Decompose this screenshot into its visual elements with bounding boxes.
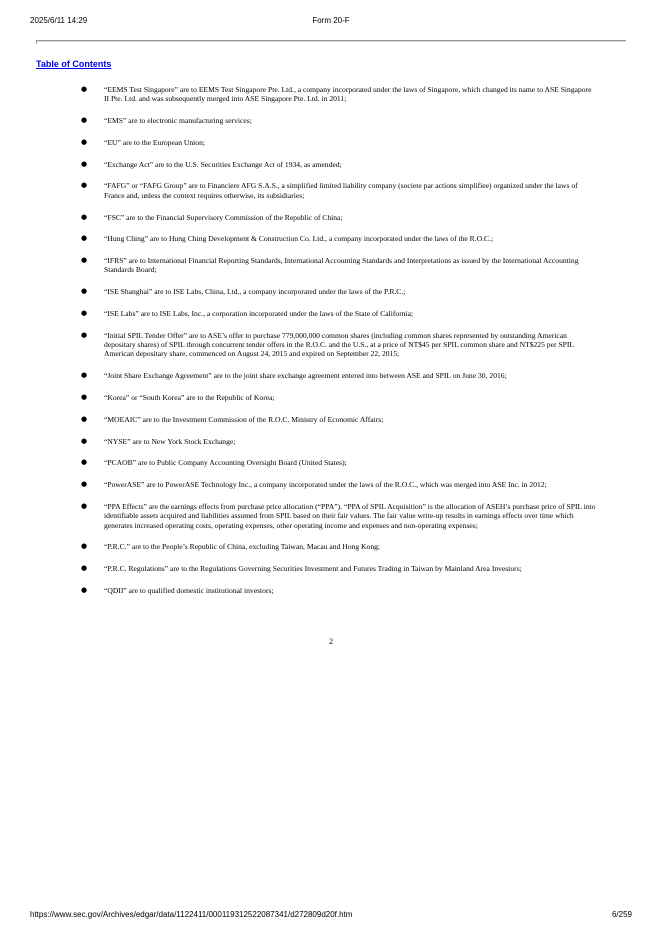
definition-item [0, 564, 662, 573]
print-datetime: 2025/6/11 14:29 [30, 16, 88, 25]
definition-text: “Korea” or “South Korea” are to the Republic of Korea; [104, 393, 275, 403]
definition-item [0, 85, 662, 104]
bullet-icon: ● [81, 330, 88, 339]
definition-text: “ISE Labs” are to ISE Labs, Inc., a corporation incorporated under the laws of the State of California; [104, 309, 414, 319]
definition-item [0, 234, 662, 243]
bullet-icon: ● [81, 393, 88, 402]
definition-item [0, 287, 662, 296]
definition-text: “P.R.C. Regulations” are to the Regulations Governing Securities Investment and Futures Trading in Taiwan by Mainland Area Investors; [104, 564, 522, 574]
definition-item [0, 586, 662, 595]
definition-text: “EEMS Test Singapore” are to EEMS Test Singapore Pte. Ltd., a company incorporated under the laws of Singapore, which changed its name to ASE Singapore II Pte. Ltd. and was subsequently merged into ASE Singapore Pte. Ltd. in 2011; [104, 85, 592, 104]
definition-text: “IFRS” are to International Financial Reporting Standards, International Accounting Standards and Interpretations as issued by the International Accounting Standards Board; [104, 256, 579, 275]
bullet-icon: ● [81, 458, 88, 467]
definition-item [0, 415, 662, 424]
bullet-icon: ● [81, 502, 88, 511]
definition-item [0, 502, 662, 530]
top-divider-tick [36, 40, 37, 44]
bullet-icon: ● [81, 137, 88, 146]
bullet-icon: ● [81, 586, 88, 595]
definition-item [0, 181, 662, 200]
bullet-icon: ● [81, 212, 88, 221]
definition-text: “MOEAIC” are to the Investment Commission of the R.O.C. Ministry of Economic Affairs; [104, 414, 384, 424]
definition-item [0, 256, 662, 275]
definition-item [0, 393, 662, 402]
definition-item [0, 138, 662, 147]
table-of-contents-link[interactable]: Table of Contents [36, 59, 112, 69]
definition-item [0, 480, 662, 489]
bullet-icon: ● [81, 85, 88, 93]
bullet-icon: ● [81, 116, 88, 125]
bullet-icon: ● [81, 309, 88, 318]
bullet-icon: ● [81, 159, 88, 168]
definition-item [0, 116, 662, 125]
definition-text: “PCAOB” are to Public Company Accounting Oversight Board (United States); [104, 458, 347, 468]
top-divider [36, 40, 626, 42]
definition-item [0, 213, 662, 222]
definition-text: “Hung Ching” are to Hung Ching Development & Construction Co. Ltd., a company incorporated under the laws of the R.O.C.; [104, 234, 494, 244]
bullet-icon: ● [81, 181, 88, 190]
definition-text: “FSC” are to the Financial Supervisory Commission of the Republic of China; [104, 212, 343, 222]
bullet-icon: ● [81, 480, 88, 489]
definition-text: “QDII” are to qualified domestic institutional investors; [104, 586, 274, 596]
definition-item [0, 542, 662, 551]
definition-item [0, 309, 662, 318]
bullet-icon: ● [81, 371, 88, 380]
bullet-icon: ● [81, 414, 88, 423]
definition-item [0, 437, 662, 446]
definition-text: “FAFG” or “FAFG Group” are to Financiere AFG S.A.S., a simplified limited liability company (societe par actions simplifiee) organized under the laws of France and, unless the context requires otherwise, its subsidiaries; [104, 181, 578, 200]
definition-text: “ISE Shanghai” are to ISE Labs, China, Ltd., a company incorporated under the laws of the P.R.C.; [104, 287, 406, 297]
definition-item [0, 331, 662, 359]
definition-text: “PowerASE” are to PowerASE Technology Inc., a company incorporated under the laws of the R.O.C., which was merged into ASE Inc. in 2012; [104, 480, 547, 490]
footer-page-count: 6/259 [611, 910, 632, 919]
footer-url: https://www.sec.gov/Archives/edgar/data/1122411/000119312522087341/d272809d20f.htm [30, 910, 353, 919]
definition-text: “EU” are to the European Union; [104, 137, 205, 147]
definition-text: “Exchange Act” are to the U.S. Securities Exchange Act of 1934, as amended; [104, 159, 342, 169]
definition-text: “P.R.C.” are to the People’s Republic of China, excluding Taiwan, Macau and Hong Kong; [104, 542, 381, 552]
document-title: Form 20-F [312, 16, 350, 25]
bullet-icon: ● [81, 287, 88, 296]
definition-text: “NYSE” are to New York Stock Exchange; [104, 436, 236, 446]
definition-item [0, 371, 662, 380]
definition-item [0, 458, 662, 467]
bullet-icon: ● [81, 542, 88, 551]
bullet-icon: ● [81, 564, 88, 573]
bullet-icon: ● [81, 256, 88, 265]
page-number: 2 [329, 637, 333, 646]
definition-text: “PPA Effects” are the earnings effects from purchase price allocation (“PPA”). “PPA of SPIL Acquisition” is the allocation of ASEH’s purchase price of SPIL into identifiable assets acquired and liabilities assumed from SPIL based on their fair values. The fair value write-up results in earnings effects over time which generates increased operating costs, operating expenses, other operating income and expenses and non-operating expenses; [104, 502, 596, 530]
definitions-list [0, 85, 662, 608]
bullet-icon: ● [81, 436, 88, 445]
bullet-icon: ● [81, 234, 88, 243]
definition-text: “Initial SPIL Tender Offer” are to ASE’s offer to purchase 779,000,000 common shares (including common shares represented by outstanding American depositary shares) of SPIL through concurrent tender offers in the R.O.C. and the U.S., at a price of NT$45 per SPIL common share and NT$225 per SPIL American depositary share, commenced on August 24, 2015 and expired on September 22, 2015; [104, 330, 574, 359]
definition-text: “Joint Share Exchange Agreement” are to the joint share exchange agreement entered into between ASE and SPIL on June 30, 2016; [104, 371, 507, 381]
definition-item [0, 160, 662, 169]
definition-text: “EMS” are to electronic manufacturing services; [104, 116, 252, 126]
